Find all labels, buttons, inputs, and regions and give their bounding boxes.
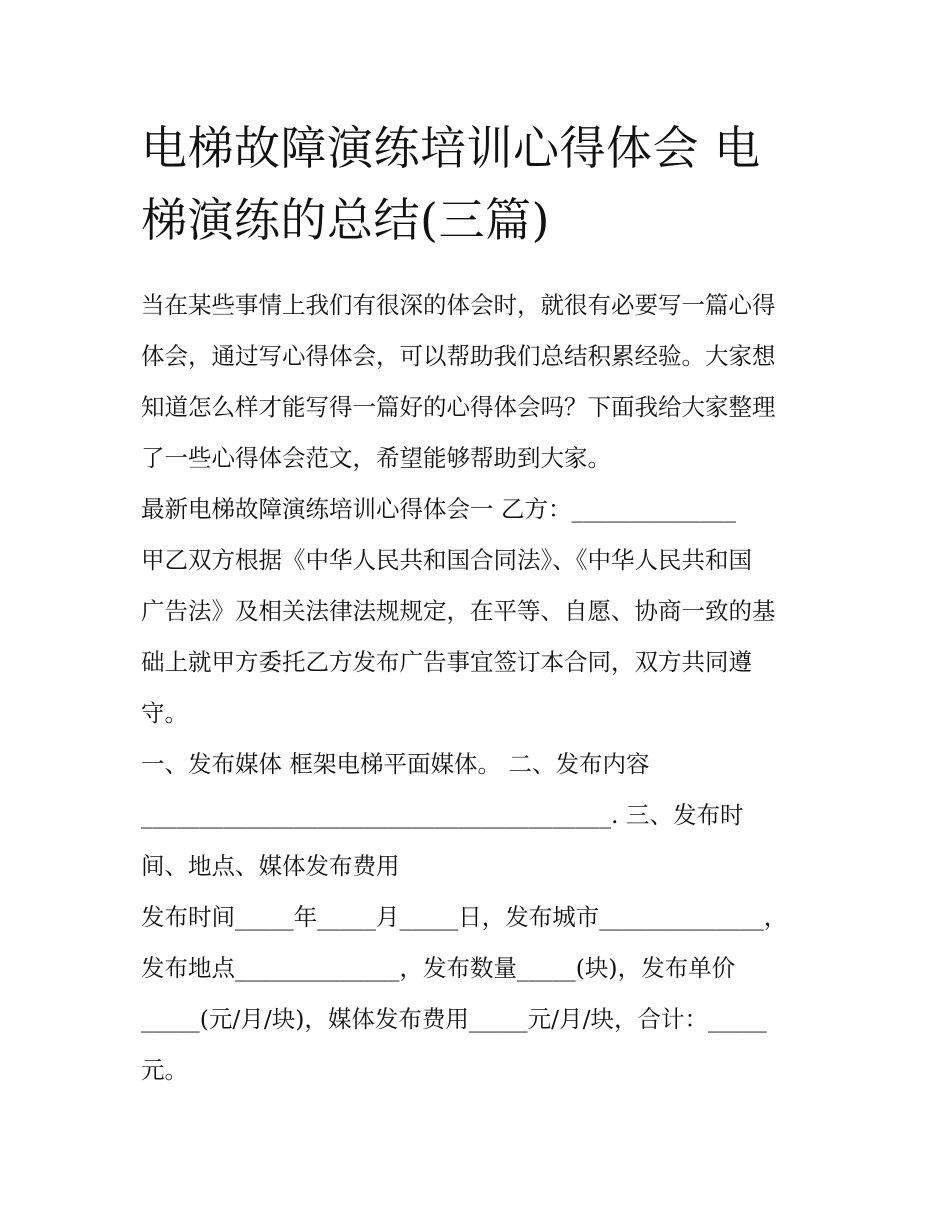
- text-line: 一、发布媒体 框架电梯平面媒体。 二、发布内容: [141, 750, 650, 778]
- title-line: 电梯故障演练培训心得体会 电: [141, 121, 761, 175]
- text-line: 础上就甲方委托乙方发布广告事宜签订本合同，双方共同遵: [141, 648, 752, 676]
- text-line: 知道怎么样才能写得一篇好的心得体会吗？下面我给大家整理: [141, 393, 776, 421]
- text-line: 体会，通过写心得体会，可以帮助我们总结积累经验。大家想: [141, 342, 776, 370]
- text-line: 发布时间_____年_____月_____日，发布城市______________，: [141, 903, 788, 931]
- text-line: 发布地点______________，发布数量_____(块)，发布单价: [141, 954, 736, 982]
- document-title: [141, 112, 813, 256]
- text-line: _____(元/月/块)，媒体发布费用_____元/月/块，合计：_____: [141, 1005, 767, 1033]
- title-line: 梯演练的总结(三篇): [141, 193, 550, 247]
- text-line: ________________________________________. 三、发布时: [141, 801, 744, 829]
- text-line: 当在某些事情上我们有很深的体会时，就很有必要写一篇心得: [141, 291, 776, 319]
- text-line: 间、地点、媒体发布费用: [141, 852, 400, 880]
- text-line: 最新电梯故障演练培训心得体会一 乙方：______________: [141, 495, 736, 523]
- document-body: [141, 280, 813, 1096]
- text-line: 甲乙双方根据《中华人民共和国合同法》、《中华人民共和国: [141, 546, 752, 574]
- text-line: 守。: [141, 699, 188, 727]
- text-line: 了一些心得体会范文，希望能够帮助到大家。: [141, 444, 611, 472]
- text-line: 广告法》及相关法律法规规定，在平等、自愿、协商一致的基: [141, 597, 776, 625]
- document-content: [141, 112, 813, 1096]
- text-line: 元。: [141, 1056, 188, 1084]
